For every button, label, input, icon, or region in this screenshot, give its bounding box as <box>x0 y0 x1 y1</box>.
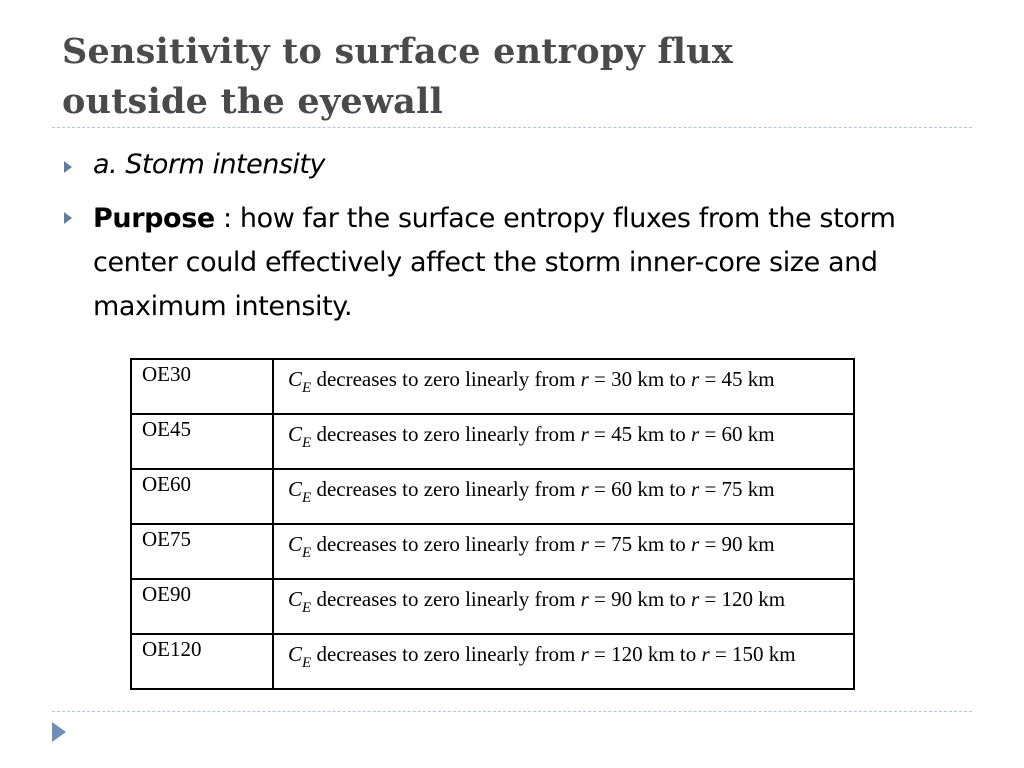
radius-start: = 90 km to <box>588 587 692 611</box>
slide-title <box>62 27 962 127</box>
radius-end: = 60 km <box>699 422 775 446</box>
description-text: decreases to zero linearly from <box>311 422 581 446</box>
coefficient-subscript: E <box>302 435 312 451</box>
coefficient-symbol: C <box>288 367 303 391</box>
purpose-text: : how far the surface entropy fluxes from the storm center could effectively affect the storm inner-core size and maximum intensity. <box>93 203 896 322</box>
coefficient-subscript: E <box>302 655 312 671</box>
radius-symbol: r <box>580 642 589 666</box>
coefficient-symbol: C <box>288 587 303 611</box>
experiment-name: OE90 <box>131 579 273 634</box>
experiment-name: OE45 <box>131 414 273 469</box>
radius-symbol: r <box>691 367 700 391</box>
radius-end: = 45 km <box>699 367 775 391</box>
radius-symbol: r <box>580 477 589 501</box>
radius-end: = 150 km <box>709 642 796 666</box>
description-text: decreases to zero linearly from <box>311 587 581 611</box>
table-row <box>131 469 854 524</box>
title-line-1: Sensitivity to surface entropy flux <box>62 31 733 72</box>
table-row <box>131 524 854 579</box>
radius-end: = 75 km <box>699 477 775 501</box>
radius-end: = 120 km <box>699 587 786 611</box>
description-text: decreases to zero linearly from <box>311 642 581 666</box>
experiment-description <box>273 634 854 689</box>
radius-symbol: r <box>580 367 589 391</box>
coefficient-subscript: E <box>302 490 312 506</box>
radius-symbol: r <box>580 532 589 556</box>
radius-start: = 75 km to <box>588 532 692 556</box>
coefficient-symbol: C <box>288 477 303 501</box>
radius-symbol: r <box>691 532 700 556</box>
description-text: decreases to zero linearly from <box>311 477 581 501</box>
experiment-description <box>273 524 854 579</box>
experiment-name: OE75 <box>131 524 273 579</box>
coefficient-subscript: E <box>302 600 312 616</box>
title-divider <box>52 127 972 128</box>
radius-symbol: r <box>580 422 589 446</box>
experiment-description <box>273 579 854 634</box>
coefficient-subscript: E <box>302 380 312 396</box>
experiment-description <box>273 414 854 469</box>
description-text: decreases to zero linearly from <box>311 532 581 556</box>
coefficient-subscript: E <box>302 545 312 561</box>
footer-divider <box>52 711 972 712</box>
radius-start: = 120 km to <box>588 642 702 666</box>
radius-end: = 90 km <box>699 532 775 556</box>
table-row <box>131 359 854 414</box>
coefficient-symbol: C <box>288 532 303 556</box>
triangle-bullet-icon <box>64 161 72 173</box>
experiment-table <box>130 358 855 690</box>
coefficient-symbol: C <box>288 642 303 666</box>
triangle-bullet-icon <box>64 212 72 224</box>
experiment-name: OE60 <box>131 469 273 524</box>
experiment-description <box>273 469 854 524</box>
radius-symbol: r <box>691 477 700 501</box>
bullet-storm-intensity: a. Storm intensity <box>93 149 325 180</box>
table-row <box>131 634 854 689</box>
radius-start: = 30 km to <box>588 367 692 391</box>
radius-symbol: r <box>691 587 700 611</box>
experiment-description <box>273 359 854 414</box>
table-row <box>131 414 854 469</box>
coefficient-symbol: C <box>288 422 303 446</box>
title-line-2: outside the eyewall <box>62 81 444 122</box>
next-slide-icon[interactable] <box>52 722 66 742</box>
radius-symbol: r <box>580 587 589 611</box>
radius-symbol: r <box>691 422 700 446</box>
description-text: decreases to zero linearly from <box>311 367 581 391</box>
bullet-purpose <box>93 197 973 329</box>
radius-start: = 45 km to <box>588 422 692 446</box>
experiment-name: OE120 <box>131 634 273 689</box>
table-row <box>131 579 854 634</box>
radius-symbol: r <box>701 642 710 666</box>
experiment-name: OE30 <box>131 359 273 414</box>
purpose-label: Purpose <box>93 203 215 234</box>
radius-start: = 60 km to <box>588 477 692 501</box>
